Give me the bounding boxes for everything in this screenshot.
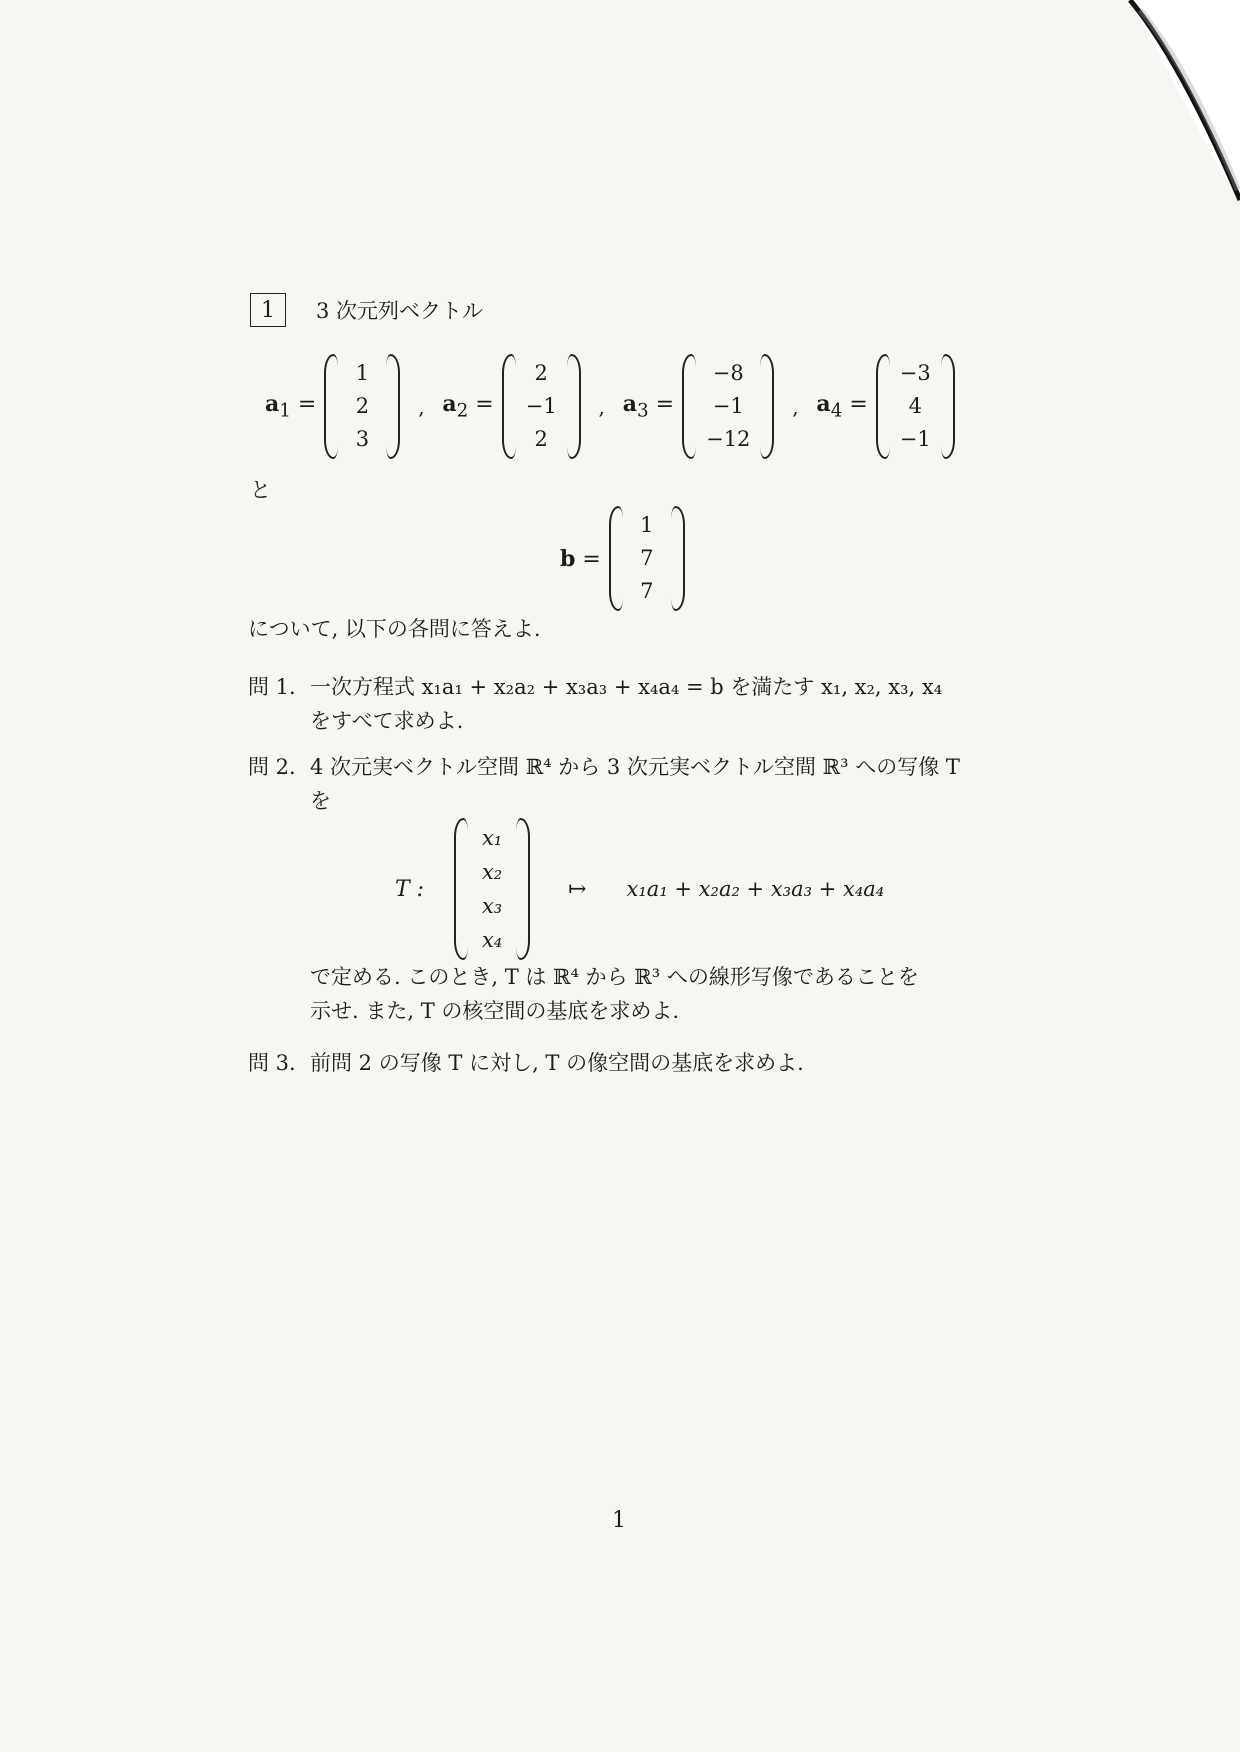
vector-b-entry-2: 7 bbox=[640, 546, 654, 570]
maps-to-arrow: ↦ bbox=[568, 876, 587, 902]
question-2-line2: を bbox=[310, 789, 331, 813]
vector-a3-entry-2: −1 bbox=[712, 394, 744, 418]
question-1-line2: をすべて求めよ. bbox=[310, 709, 464, 733]
vector-a4-label bbox=[816, 391, 867, 421]
folded-corner-shadow bbox=[1070, 0, 1240, 220]
vector-a1-label bbox=[265, 391, 316, 421]
vector-b-entry-3: 7 bbox=[640, 579, 654, 603]
vector-a4-left-paren bbox=[876, 354, 890, 459]
question-2 bbox=[248, 750, 960, 818]
vector-a1-equals: = bbox=[290, 392, 317, 418]
vector-a1-entry-3: 3 bbox=[355, 427, 370, 451]
vector-a2-right-paren bbox=[567, 354, 581, 459]
question-1 bbox=[248, 670, 942, 738]
question-1-line1: 一次方程式 x₁a₁ + x₂a₂ + x₃a₃ + x₄a₄ = b を満たす x₁, x₂, x₃, x₄ bbox=[310, 675, 943, 699]
map-left-paren bbox=[454, 818, 468, 960]
question-2-line1: 4 次元実ベクトル空間 ℝ⁴ から 3 次元実ベクトル空間 ℝ³ への写像 T bbox=[310, 755, 960, 779]
vector-a2-entry-3: 2 bbox=[534, 427, 548, 451]
question-3-line1: 前問 2 の写像 T に対し, T の像空間の基底を求めよ. bbox=[310, 1051, 804, 1075]
question-2-line4: 示せ. また, T の核空間の基底を求めよ. bbox=[310, 999, 680, 1023]
vector-b-equals: = bbox=[575, 546, 601, 572]
vector-list bbox=[265, 354, 955, 459]
map-entry-4: x₄ bbox=[481, 928, 503, 952]
vector-a4-subscript: 4 bbox=[830, 400, 843, 422]
vector-b-symbol: b bbox=[560, 545, 576, 572]
map-label: T : bbox=[395, 876, 425, 902]
vector-b-entries bbox=[623, 506, 671, 611]
b-vector-equation bbox=[560, 506, 685, 611]
vector-a3-entries bbox=[696, 354, 760, 459]
vector-b-left-paren bbox=[609, 506, 623, 611]
vector-a1-subscript: 1 bbox=[279, 400, 291, 422]
vector-a2-left-paren bbox=[502, 354, 516, 459]
vector-a3-left-paren bbox=[682, 354, 696, 459]
question-3 bbox=[248, 1046, 804, 1080]
problem-header bbox=[250, 292, 483, 328]
question-1-number: 問 1. bbox=[248, 675, 296, 699]
map-entry-1: x₁ bbox=[481, 826, 503, 850]
question-2-number: 問 2. bbox=[248, 755, 296, 779]
vector-a3-subscript: 3 bbox=[636, 400, 649, 422]
map-input-vector bbox=[468, 818, 516, 960]
vector-a3-entry-3: −12 bbox=[706, 427, 751, 451]
vector-a3-symbol: a bbox=[622, 391, 637, 418]
vector-a4-entry-3: −1 bbox=[899, 427, 931, 451]
vector-a2-equals: = bbox=[468, 392, 494, 418]
question-2-line3: で定める. このとき, T は ℝ⁴ から ℝ³ への線形写像であることを bbox=[310, 965, 919, 989]
vector-a3-label bbox=[623, 391, 674, 421]
page-number: 1 bbox=[612, 1508, 626, 1533]
vector-a2-entry-2: −1 bbox=[525, 394, 557, 418]
question-3-number: 問 3. bbox=[248, 1051, 296, 1075]
vector-a2-entries bbox=[516, 354, 567, 459]
mapping-definition bbox=[395, 818, 884, 960]
vector-a2-matrix bbox=[502, 354, 581, 459]
vector-a2-subscript: 2 bbox=[456, 400, 469, 422]
vector-a1 bbox=[265, 354, 400, 459]
vector-a4-entry-1: −3 bbox=[899, 361, 931, 385]
vector-a1-symbol: a bbox=[265, 391, 280, 418]
map-entry-3: x₃ bbox=[481, 894, 503, 918]
vector-a4-entries bbox=[890, 354, 941, 459]
problem-number-box: 1 bbox=[250, 293, 286, 327]
map-entry-2: x₂ bbox=[481, 860, 503, 884]
map-result: x₁a₁ + x₂a₂ + x₃a₃ + x₄a₄ bbox=[626, 877, 885, 901]
vector-a2-label bbox=[442, 391, 493, 421]
vector-b-matrix bbox=[609, 506, 685, 611]
vector-a1-entry-2: 2 bbox=[355, 394, 370, 418]
vector-a4-entry-2: 4 bbox=[908, 394, 922, 418]
problem-intro: 3 次元列ベクトル bbox=[316, 299, 484, 323]
vector-a4 bbox=[816, 354, 954, 459]
vector-b-entry-1: 1 bbox=[640, 513, 654, 537]
vector-a3-entry-1: −8 bbox=[712, 361, 744, 385]
vector-a4-symbol: a bbox=[816, 391, 831, 418]
map-right-paren bbox=[516, 818, 530, 960]
question-2-continued bbox=[248, 960, 919, 1028]
vector-a2-entry-1: 2 bbox=[534, 361, 548, 385]
vector-a3 bbox=[623, 354, 775, 459]
vector-a4-matrix bbox=[876, 354, 955, 459]
vector-a1-entries bbox=[338, 354, 386, 459]
vector-separator: , bbox=[418, 394, 425, 419]
vector-a2 bbox=[442, 354, 580, 459]
vector-a1-entry-1: 1 bbox=[355, 361, 370, 385]
vector-a2-symbol: a bbox=[442, 391, 457, 418]
vector-a4-equals: = bbox=[842, 392, 868, 418]
instruction: について, 以下の各問に答えよ. bbox=[248, 617, 541, 641]
vector-a4-right-paren bbox=[941, 354, 955, 459]
vector-separator: , bbox=[792, 394, 799, 419]
vector-a1-right-paren bbox=[386, 354, 400, 459]
vector-a1-left-paren bbox=[324, 354, 338, 459]
vector-b-label bbox=[560, 546, 601, 572]
vector-a3-matrix bbox=[682, 354, 774, 459]
and-word: と bbox=[250, 478, 271, 502]
vector-a3-equals: = bbox=[648, 392, 675, 418]
vector-separator: , bbox=[598, 394, 605, 419]
vector-b-right-paren bbox=[671, 506, 685, 611]
vector-a3-right-paren bbox=[760, 354, 774, 459]
vector-a1-matrix bbox=[324, 354, 400, 459]
